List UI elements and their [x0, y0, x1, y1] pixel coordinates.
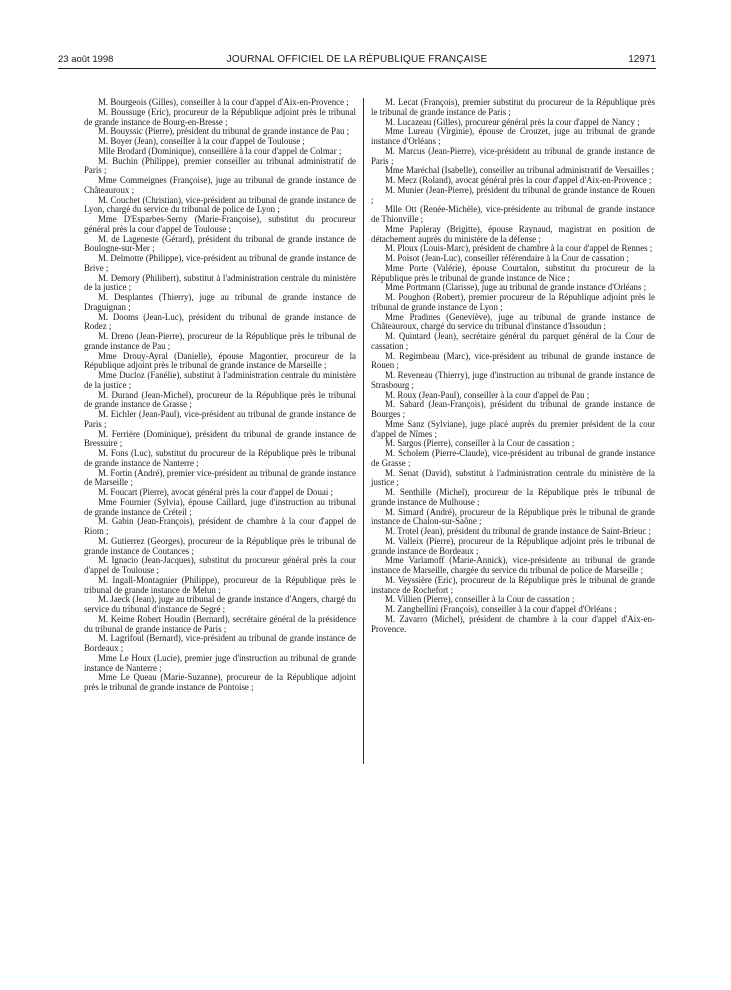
appointment-entry: M. Jaeck (Jean), juge au tribunal de grande instance d'Angers, chargé du service du tribunal d'instance de Segré ;	[84, 594, 356, 614]
appointment-entry: M. Lucazeau (Gilles), procureur général près la cour d'appel de Nancy ;	[385, 116, 640, 127]
appointment-entry: M. Boyer (Jean), conseiller à la cour d'appel de Toulouse ;	[98, 136, 305, 146]
appointment-entry: Mme Fournier (Sylvia), épouse Caillard, juge d'instruction au tribunal de grande instance de Créteil ;	[84, 496, 356, 517]
appointment-entry: M. Gabin (Jean-François), président de chambre à la cour d'appel de Riom ;	[84, 516, 356, 536]
appointment-entry: M. Ignacio (Jean-Jacques), substitut du procureur général près la cour d'appel de Toulouse ;	[84, 555, 356, 575]
appointment-entry: M. Valleix (Pierre), procureur de la République adjoint près le tribunal de grande instance de Bordeaux ;	[371, 535, 655, 556]
appointment-entry: M. Quintard (Jean), secrétaire général du parquet général de la Cour de cassation ;	[371, 331, 655, 351]
appointment-entry: Mme Commeignes (Françoise), juge au tribunal de grande instance de Châteauroux ;	[84, 175, 356, 195]
appointment-entry: Mlle Ott (Renée-Michèle), vice-présidente au tribunal de grande instance de Thionville ;	[371, 204, 655, 224]
page-header	[58, 54, 656, 68]
appointment-entry: M. Keime Robert Houdin (Bernard), secrétaire général de la présidence du tribunal de grande instance de Paris ;	[84, 613, 356, 634]
appointment-entry: Mme Le Houx (Lucie), premier juge d'instruction au tribunal de grande instance de Nanterre ;	[84, 652, 356, 673]
appointment-entry: M. Regimbeau (Marc), vice-président au tribunal de grande instance de Rouen ;	[371, 350, 655, 371]
column-divider	[363, 98, 364, 764]
appointment-entry: M. Dreno (Jean-Pierre), procureur de la République près le tribunal de grande instance de Pau ;	[84, 331, 356, 351]
appointment-entry: M. Ferrière (Dominique), président du tribunal de grande instance de Bressuire ;	[84, 428, 356, 449]
appointment-entry: Mme Drouy-Ayral (Danielle), épouse Magontier, procureur de la République adjoint près le tribunal de grande instance de Marseille ;	[84, 350, 356, 371]
appointment-entry: M. de Lageneste (Gérard), président du tribunal de grande instance de Boulogne-sur-Mer ;	[84, 233, 356, 254]
appointment-entry: M. Mecz (Roland), avocat général près la cour d'appel d'Aix-en-Provence ;	[385, 175, 652, 185]
appointment-entry: M. Trotel (Jean), président du tribunal de grande instance de Saint-Brieuc ;	[385, 526, 651, 536]
appointment-entry: M. Bourgeois (Gilles), conseiller à la cour d'appel d'Aix-en-Provence ;	[98, 97, 349, 107]
appointment-entry: Mme Papleray (Brigitte), épouse Raynaud, magistrat en position de détachement auprès du ministère de la défense ;	[371, 223, 655, 244]
appointment-entry: M. Senat (David), substitut à l'administration centrale du ministère de la justice ;	[371, 467, 655, 488]
appointment-entry: M. Buchin (Philippe), premier conseiller au tribunal administratif de Paris ;	[84, 155, 356, 176]
appointment-entry: M. Desplantes (Thierry), juge au tribunal de grande instance de Draguignan ;	[84, 292, 356, 312]
appointment-entry: M. Veyssière (Eric), procureur de la République près le tribunal de grande instance de Rochefort ;	[371, 574, 655, 595]
appointment-entry: M. Simard (André), procureur de la République près le tribunal de grande instance de Chalon-sur-Saône ;	[371, 506, 655, 527]
appointment-entry: Mme Maréchal (Isabelle), conseiller au tribunal administratif de Versailles ;	[385, 165, 654, 176]
left-column	[84, 98, 356, 693]
appointment-entry: M. Ploux (Louis-Marc), président de chambre à la cour d'appel de Rennes ;	[385, 243, 653, 254]
appointment-entry: M. Lecat (François), premier substitut du procureur de la République près le tribunal de grande instance de Paris ;	[371, 97, 655, 117]
appointment-entry: M. Senthille (Michel), procureur de la République près le tribunal de grande instance de Mulhouse ;	[371, 487, 655, 507]
appointment-entry: Mme Sanz (Sylviane), juge placé auprès du premier président de la cour d'appel de Nîmes ;	[371, 418, 655, 439]
appointment-entry: Mme Le Queau (Marie-Suzanne), procureur de la République adjoint près le tribunal de grande instance de Pontoise ;	[84, 672, 356, 692]
appointment-entry: Mme Pradines (Geneviève), juge au tribunal de grande instance de Châteauroux, chargé du service du tribunal d'instance d'Issoudun ;	[371, 311, 655, 332]
appointment-entry: Mme D'Esparbes-Serny (Marie-Françoise), substitut du procureur général près la cour d'appel de Toulouse ;	[84, 214, 356, 234]
appointment-entry: M. Bouyssic (Pierre), président du tribunal de grande instance de Pau ;	[98, 126, 350, 137]
appointment-entry: M. Delmotte (Philippe), vice-président au tribunal de grande instance de Brive ;	[84, 253, 356, 273]
appointment-entry: M. Durand (Jean-Michel), procureur de la République près le tribunal de grande instance de Grasse ;	[84, 389, 356, 410]
appointment-entry: M. Zanghellini (François), conseiller à la cour d'appel d'Orléans ;	[385, 604, 617, 614]
appointment-entry: M. Dooms (Jean-Luc), président du tribunal de grande instance de Rodez ;	[84, 311, 356, 332]
appointment-entry: M. Villien (Pierre), conseiller à la Cour de cassation ;	[385, 594, 575, 605]
appointment-entry: M. Fons (Luc), substitut du procureur de la République près le tribunal de grande instance de Nanterre ;	[84, 448, 356, 468]
appointment-entry: Mme Portmann (Clarisse), juge au tribunal de grande instance d'Orléans ;	[385, 282, 647, 293]
right-column	[371, 98, 655, 634]
appointment-entry: Mme Ducloz (Fanélie), substitut à l'administration centrale du ministère de la justice ;	[84, 370, 356, 390]
appointment-entry: M. Zavarro (Michel), président de chambre à la cour d'appel d'Aix-en-Provence.	[371, 613, 655, 634]
appointment-entry: M. Gutierrez (Georges), procureur de la République près le tribunal de grande instance de Coutances ;	[84, 535, 356, 556]
appointment-entry: M. Eichler (Jean-Paul), vice-président au tribunal de grande instance de Paris ;	[84, 409, 356, 429]
appointment-entry: M. Poisot (Jean-Luc), conseiller référendaire à la Cour de cassation ;	[385, 253, 629, 263]
appointment-entry: M. Marcus (Jean-Pierre), vice-président au tribunal de grande instance de Paris ;	[371, 145, 655, 166]
appointment-entry: Mme Varlamoff (Marie-Annick), vice-présidente au tribunal de grande instance de Marseille, chargée du service du tribunal de police de Marseille ;	[371, 555, 655, 575]
appointment-entry: M. Lagrifoul (Bernard), vice-président au tribunal de grande instance de Bordeaux ;	[84, 633, 356, 653]
appointment-entry: M. Ingall-Montagnier (Philippe), procureur de la République près le tribunal de grande instance de Melun ;	[84, 574, 356, 595]
appointment-entry: Mme Porte (Valérie), épouse Courtalon, substitut du procureur de la République près le tribunal de grande instance de Nice ;	[371, 262, 655, 283]
appointment-entry: Mme Lureau (Virginie), épouse de Crouzet, juge au tribunal de grande instance d'Orléans ;	[371, 126, 655, 146]
appointment-entry: M. Munier (Jean-Pierre), président du tribunal de grande instance de Rouen ;	[371, 184, 655, 205]
appointment-entry: M. Couchet (Christian), vice-président au tribunal de grande instance de Lyon, chargé du service du tribunal de police de Lyon ;	[84, 194, 356, 215]
journal-title: JOURNAL OFFICIEL DE LA RÉPUBLIQUE FRANÇAISE	[226, 54, 488, 65]
appointment-entry: M. Foucart (Pierre), avocat général près la cour d'appel de Douai ;	[98, 487, 333, 497]
appointment-entry: M. Demory (Philibert), substitut à l'administration centrale du ministère de la justice ;	[84, 272, 356, 293]
page-number: 12971	[628, 54, 656, 65]
appointment-entry: M. Sabard (Jean-François), président du tribunal de grande instance de Bourges ;	[371, 399, 655, 419]
appointment-entry: M. Reveneau (Thierry), juge d'instruction au tribunal de grande instance de Strasbourg ;	[371, 370, 655, 390]
appointment-entry: Mlle Brodard (Dominique), conseillère à la cour d'appel de Colmar ;	[98, 145, 342, 156]
appointment-entry: M. Boussuge (Eric), procureur de la République adjoint près le tribunal de grande instance de Bourg-en-Bresse ;	[84, 106, 356, 127]
appointment-entry: M. Roux (Jean-Paul), conseiller à la cour d'appel de Pau ;	[385, 389, 590, 400]
header-rule	[58, 68, 656, 69]
appointment-entry: M. Scholem (Pierre-Claude), vice-président au tribunal de grande instance de Grasse ;	[371, 448, 655, 468]
appointment-entry: M. Sargos (Pierre), conseiller à la Cour de cassation ;	[385, 438, 575, 449]
appointment-entry: M. Fortin (André), premier vice-président au tribunal de grande instance de Marseille ;	[84, 467, 356, 488]
appointment-entry: M. Poughon (Robert), premier procureur de la République adjoint près le tribunal de grande instance de Lyon ;	[371, 292, 655, 312]
header-date: 23 août 1998	[58, 54, 114, 65]
